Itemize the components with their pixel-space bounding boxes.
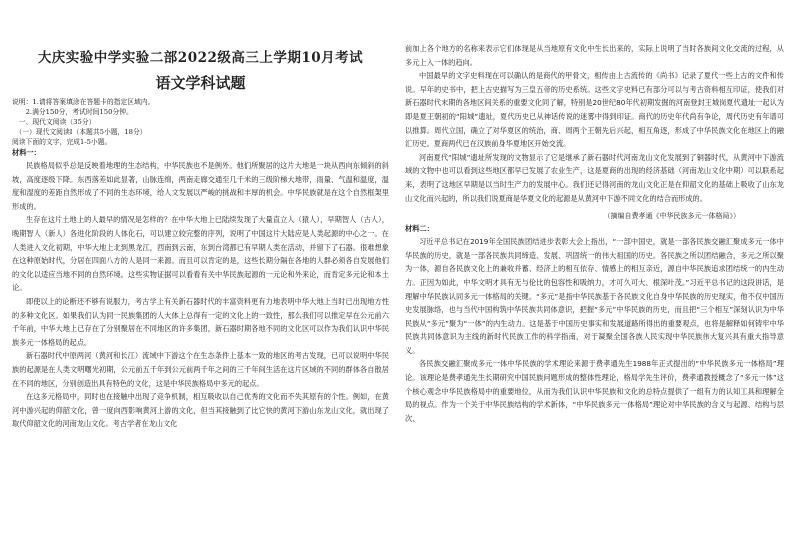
instruction-line: 2.满分150分，考试时间150分钟。 xyxy=(12,108,133,116)
exam-title: 大庆实验中学实验二部2022级高三上学期10月考试 xyxy=(37,50,364,66)
material-label: 材料二： xyxy=(405,224,434,234)
paragraph: 在这多元格局中，同时也在接触中出现了竞争机制，相互吸收以自己优秀的文化而不失其原有的个性。例如，在黄河中游兴起的仰韶文化，曾一度向西影响黄河上游的文化，但当其接触到了比它快的黄河下游山东龙山文化，就出现了取代仰韶文化的河南龙山文化。考古学者在龙山文化 xyxy=(12,392,389,429)
material-label: 材料一： xyxy=(12,148,41,157)
paragraph: 即使以上的论断还不够有说服力，考古学上有关新石器时代的丰富资料更有力地表明中华大地上当时已出现地方性的多种文化区。如果我们认为同一民族集团的人大体上总得有一定的文化上的一致性，那么我们可以推定早在公元前六千年前，中华大地上已存在了分别聚居在不同地区的许多集团，新石器时期各地不同的文化区可以作为我们认识中华民族多元一体格局的起点。 xyxy=(12,296,389,347)
paragraph: 前加上各个地方的名称来表示它们体现是从当地原有文化中生长出来的，实际上说明了当时各族间文化交流的过程，从多元上入一体的趋向。 xyxy=(405,44,784,67)
paragraph: 生存在这片土地上的人最早的情况是怎样的？在中华大地上已陆续发现了大量直立人（猿人），早期智人（古人），晚期智人（新人）各进化阶段的人体化石，可以建立较完整的序列，说明了中国这片大陆应是人类起源的中心之一。在人类进入文化初期，中华大地上北到黑龙江，西南到云南，东到台湾都已有早期人类在活动，并留下了石器。很难想象在这种原始时代，分居在四面八方的人是同一来源。而且可以肯定的是，这些长期分隔在各地的人群必须各自发展他们的文化以适应当地不同的自然环境。这些实物证据可以看看有关中华民族起源的一元论和外来论，而肯定多元论和本土论。 xyxy=(12,215,389,293)
instructions xyxy=(12,97,389,147)
paragraph: 习近平总书记在2019年全国民族团结进步表彰大会上指出，“一部中国史，就是一部各民族交融汇聚成多元一体中华民族的历史，就是一部各民族共同缔造、发展、巩固统一的伟大祖国的历史。各民族之所以团结融合，多元之所以聚为一体，源自各民族文化上的兼收并蓄、经济上的相互依存、情感上的相互亲近，源自中华民族追求团结统一的内生动力。正因为如此，中华文明才具有无与伦比的包容性和吸纳力，才可久可大、根深叶茂。”习近平总书记的这段讲话，是理解中华民族认同多元一体格局的关键。“多元”是指中华民族基于各民族文化自身中华民族的历史现实，他不仅中国历史发展脉络，也与当代中国构筑中华民族共同体意识，把握“多元”中华民族的历史，而且把“三个相互”深刻认识为中华民族从“多元”聚为“一体”的内生动力。这是基于中国历史事实和发展道路所得出的重要观点，也将是解释如何铸牢中华民族共同体意识为主线的新时代民族工作的科学指南，对于凝聚全国各族人民实现中华民族伟大复兴具有重大指导意义。 xyxy=(405,237,784,355)
subject-title: 语文学科试题 xyxy=(155,74,246,92)
paragraph: 河南夏代“阳城”遗址所发现的文物显示了它是继承了新石器时代河南龙山文化发展到了铜器时代，从黄河中下游流域的文物中也可以看到这些地区都早已发展了农业生产，这是夏商的出现的经济基础（河南龙山文化中期）可以联系起来，表明了这地区早期是以当时生产力的发展中心。我们还记得河南的龙山文化正是在仰韶文化的基础上吸收了山东龙山文化而兴起的，所以我们说夏商是华夏文化的起源是从黄河中下游不同文化的结合而形成的。 xyxy=(405,152,784,203)
paragraph: 新石器时代中原两河（黄河和长江）流域中下游这个在生态条件上基本一致的地区的考古发现，已可以说明中华民族的起源是在人类文明曙光初期，公元前五千年到公元前两千年之间的三千年间生活在这片区域的不同的群体各自散居在不同的地区，分别创造出具有特色的文化，这是中华民族格局中多元的起点。 xyxy=(12,351,389,388)
paragraph: 各民族交融汇聚成多元一体中华民族的学术理论来源于费孝通先生1988年正式提出的“中华民族多元一体格局”理论。该理论是费孝通先生长期研究中国民族问题形成的整体性理论，格局学先生评价，费孝通教授概念了“多元一体”这个核心观念中华民族格局中的重要地位，从而为我们认识中华民族和文化的总特点提供了一组有力的认知工具和理解全局的视点。作为一个关于中华民族结构的学术新体，“中华民族多元一体格局”理论对中华民族的含义与起源、结构与层次、 xyxy=(405,359,784,423)
right-column xyxy=(397,0,794,560)
paragraph: 中国最早的文字史料现在可以确认的是商代的甲骨文，相传由上古流传的《尚书》记录了夏代一些上古的文件和传说。早年的史书中，把上古史描写为三皇五帝的历史系统。这些文字史料已有部分可以与考古资料相互印证，使我们对新石器时代末期的各地区间关系的重要文化同了解，特别是20世纪80年代初期发掘的河南登封王城岗夏代遗址一起认为即是夏王朝初的“阳城”遗址，夏代历史已从神话传说的迷雾中得到印证。商代的历史年代尚有争论，周代历史有年谱可以推算。周代立国，确立了对华夏区的统治，商、周两个王朝先后兴起，相互角逐，形成了中华民族文化在地区上的融汇历史。夏商两代已在汉族前身华夏地区开始交流。 xyxy=(405,71,784,149)
left-body xyxy=(12,147,389,431)
right-body xyxy=(405,42,784,425)
subsection-heading: （一）现代文阅读Ⅰ（本题共5小题，18分） xyxy=(12,128,147,136)
instruction-line: 说明：1.请将答案填涂在答题卡的指定区域内。 xyxy=(12,98,155,106)
section-heading: 一、现代文阅读（35分） xyxy=(12,118,96,126)
source-citation: （摘编自费孝通《中华民族多元一体格局》） xyxy=(603,212,740,221)
paragraph: 民族格局似乎总是反映着地理的生态结构，中华民族也不是例外。他们所聚居的这片大地是一块从西向东倾斜的斜坡，高度逐级下降。东西落差如此显著，山脉连绵，两南走廊交通至几千米的三级阶梯大地带，雨量、气温和温度，温度和湿度的差距自然形成了不同的生态环境，给人文发展以严峻的挑战和丰厚的机会。中华民族就是在这个自然框架里形成的。 xyxy=(12,161,389,211)
reading-prompt: 阅读下面的文字，完成1-5小题。 xyxy=(12,138,112,146)
